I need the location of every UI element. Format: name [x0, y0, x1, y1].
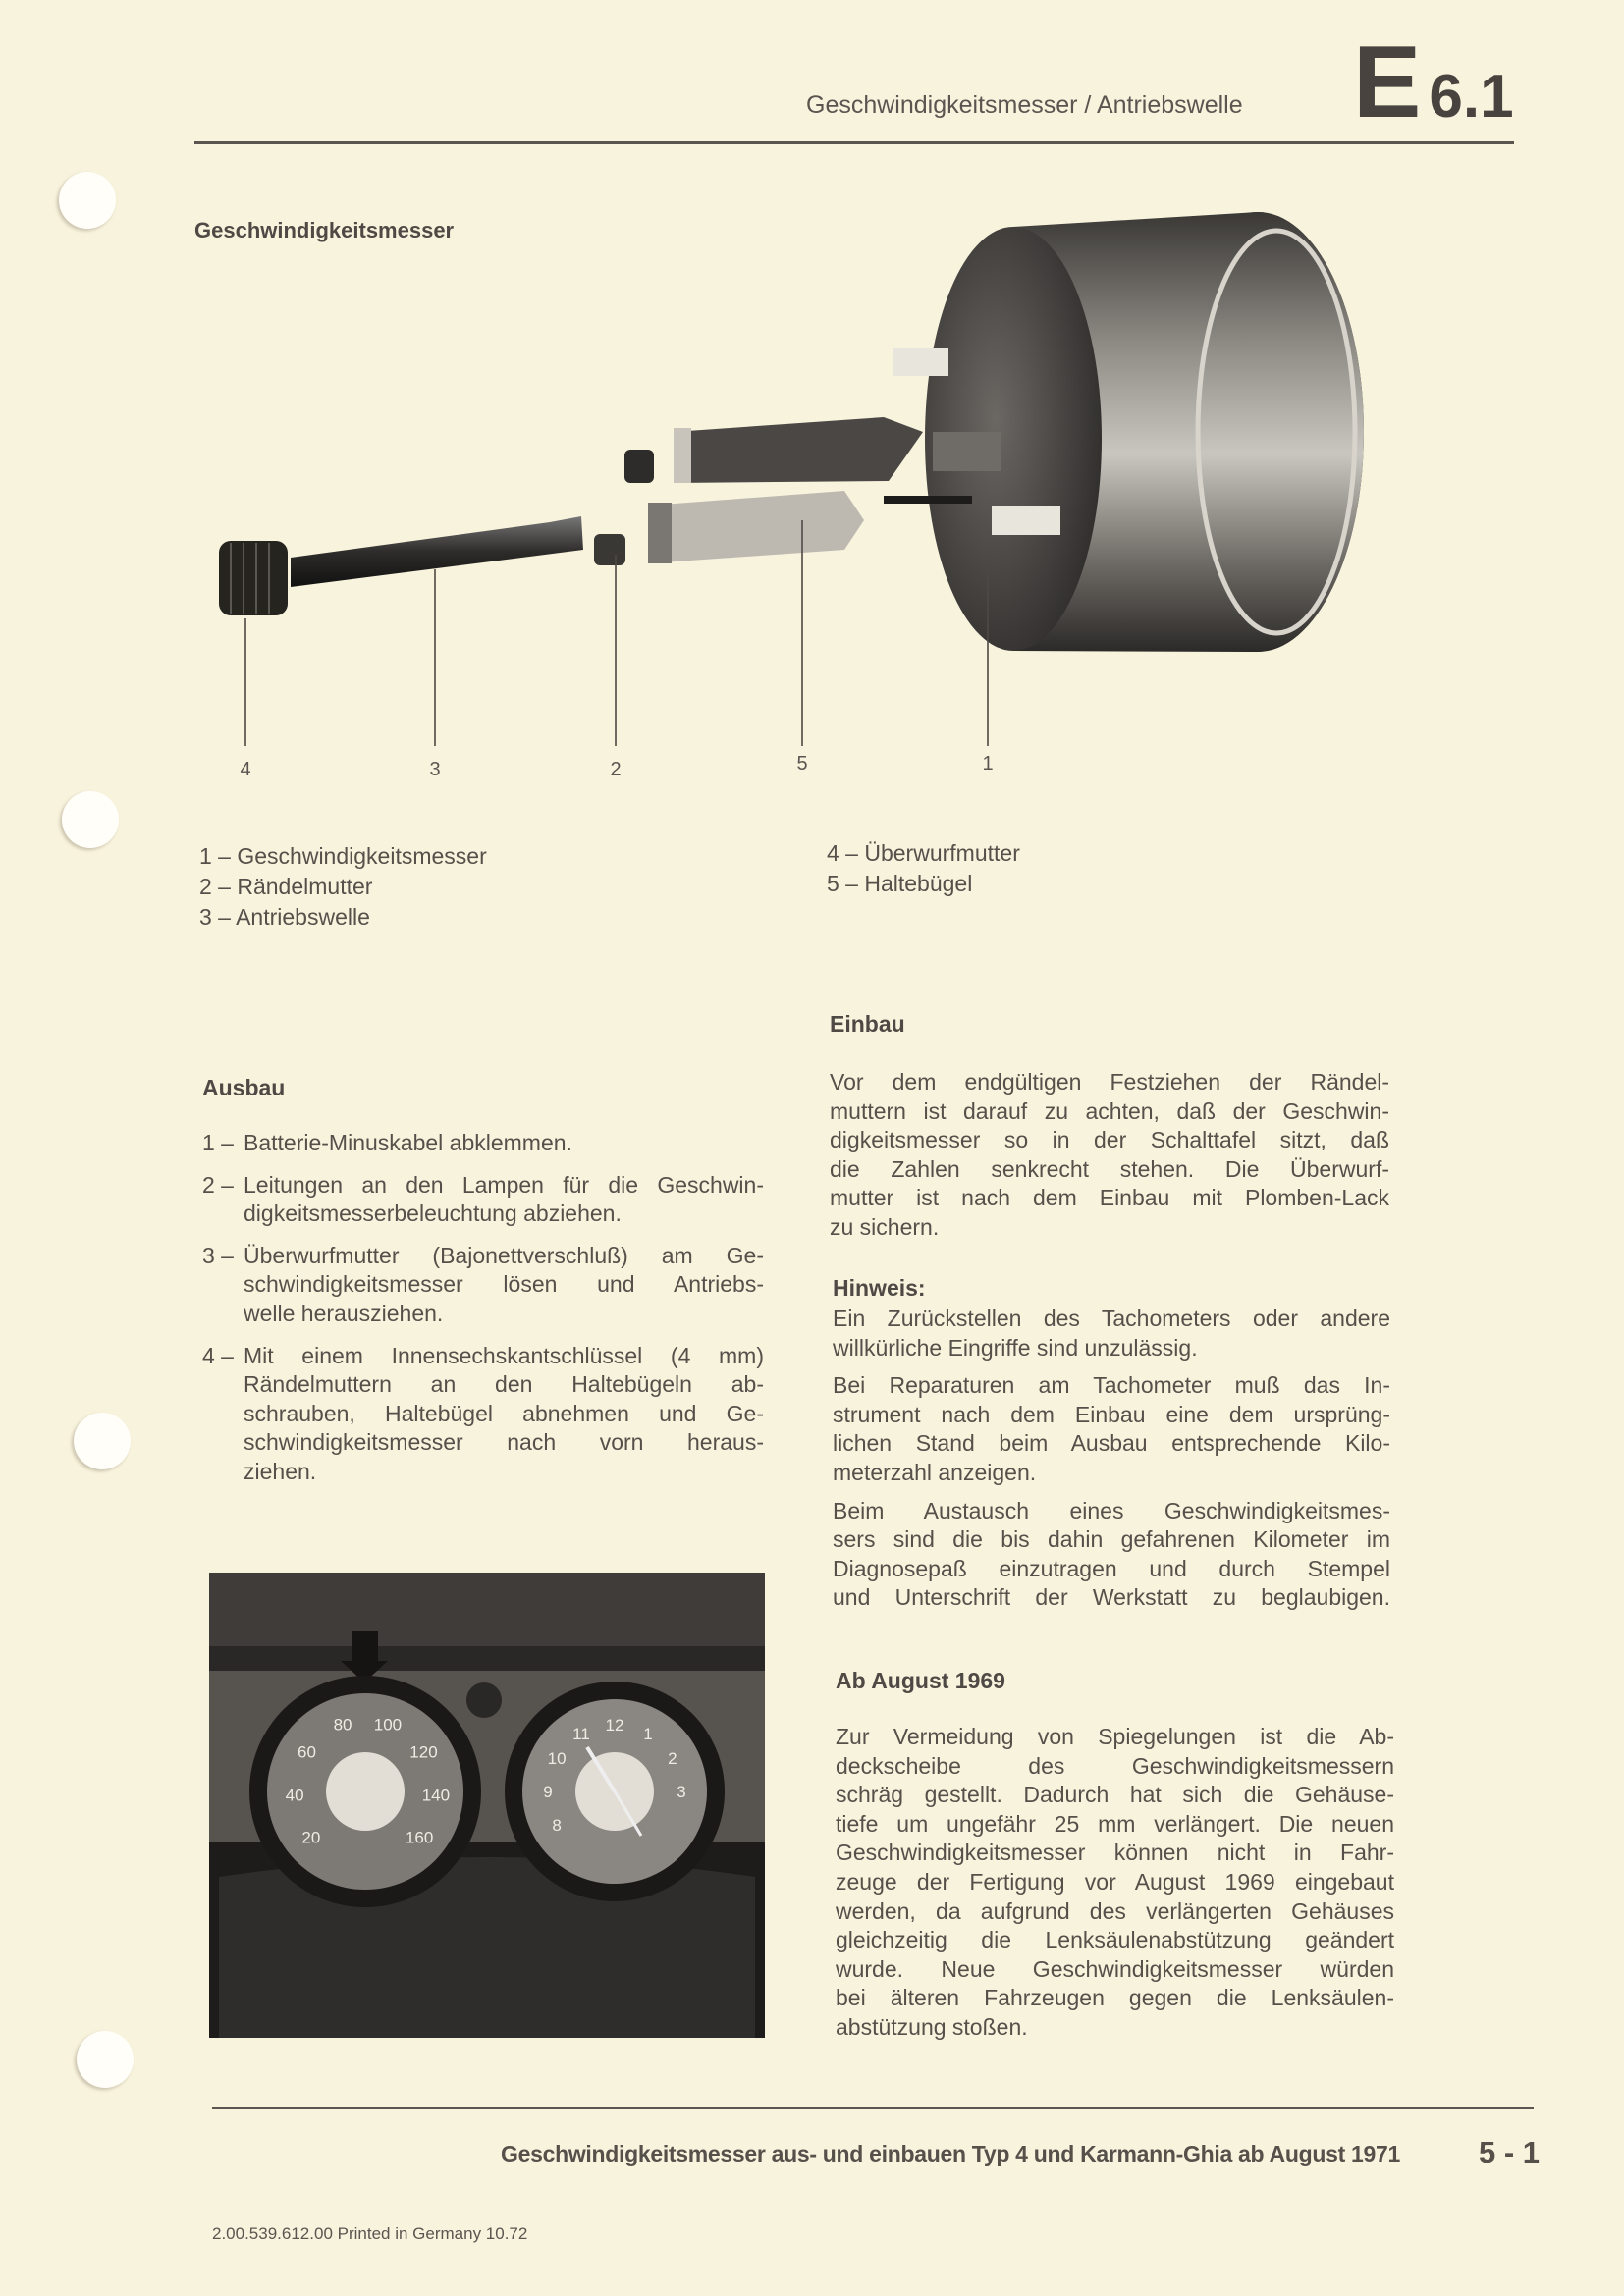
- text-line: willkürliche Eingriffe sind unzulässig.: [833, 1334, 1198, 1361]
- text-line: muttern ist darauf zu achten, daß der Geschwin-: [830, 1097, 1389, 1124]
- text-line: abstützung stoßen.: [836, 2013, 1028, 2040]
- legend-item: 3 – Antriebswelle: [199, 904, 370, 930]
- legend-item: 5 – Haltebügel: [827, 871, 973, 896]
- text-line: mutter ist nach dem Einbau mit Plomben-Lack: [830, 1185, 1389, 1211]
- ab-august-text: [836, 1723, 1394, 2043]
- text-line: meterzahl anzeigen.: [833, 1459, 1037, 1485]
- text-line: zeuge der Fertigung vor August 1969 eingebaut: [836, 1868, 1394, 1895]
- text-line: Rändelmuttern an den Haltebügeln ab-: [244, 1371, 764, 1398]
- text-line: Ein Zurückstellen des Tachometers oder andere: [833, 1306, 1390, 1331]
- legend-item: 2 – Rändelmutter: [199, 874, 373, 899]
- speedo-number: 100: [373, 1715, 403, 1735]
- ausbau-step: [202, 1171, 764, 1229]
- step-number: 4 –: [202, 1342, 234, 1368]
- text-line: schrauben, Haltebügel abnehmen und Ge-: [244, 1400, 764, 1426]
- text-line: schwindigkeitsmesser lösen und Antriebs-: [244, 1271, 764, 1298]
- einbau-heading: Einbau: [830, 1011, 905, 1037]
- hinweis-paragraph: [833, 1305, 1390, 1362]
- text-line: Überwurfmutter (Bajonettverschluß) am Ge-: [244, 1242, 764, 1268]
- text-line: schräg gestellt. Dadurch hat sich die Gehäuse-: [836, 1782, 1394, 1808]
- legend-item: 1 – Geschwindigkeitsmesser: [199, 843, 487, 869]
- callout-3: 3: [429, 759, 441, 780]
- speedo-number: 60: [298, 1742, 316, 1762]
- clock-number: 1: [643, 1725, 653, 1744]
- section-code-number: 6.1: [1429, 63, 1514, 131]
- speedo-number: 140: [421, 1786, 451, 1805]
- figure-heading: Geschwindigkeitsmesser: [194, 218, 455, 242]
- print-line: 2.00.539.612.00 Printed in Germany 10.72: [212, 2224, 528, 2243]
- speedo-number: 40: [285, 1786, 304, 1805]
- section-code-letter: E: [1353, 26, 1422, 139]
- legend-item: 4 – Überwurfmutter: [827, 840, 1020, 866]
- text-line: tiefe um ungefähr 25 mm verlängert. Die neuen: [836, 1810, 1394, 1837]
- speedo-number: 120: [409, 1742, 438, 1762]
- dashboard-photo: [209, 1573, 765, 2038]
- text-line: Mit einem Innensechskantschlüssel (4 mm): [244, 1342, 764, 1368]
- binder-hole: [77, 2031, 134, 2088]
- text-line: schwindigkeitsmesser nach vorn heraus-: [244, 1429, 764, 1456]
- einbau-text: [830, 1068, 1389, 1243]
- text-line: wurde. Neue Geschwindigkeitsmesser würden: [836, 1955, 1394, 1982]
- text-line: die Zahlen senkrecht stehen. Die Überwurf-: [830, 1155, 1389, 1182]
- clock-number: 11: [572, 1725, 590, 1744]
- callout-2: 2: [610, 759, 622, 780]
- text-line: werden, da aufgrund des verlängerten Gehäuses: [836, 1897, 1394, 1924]
- speedometer-housing: [884, 212, 1364, 652]
- retaining-bracket-upper: [674, 417, 923, 483]
- speedo-number: 160: [405, 1828, 434, 1847]
- text-line: sers sind die bis dahin gefahrenen Kilometer im: [833, 1526, 1390, 1553]
- ausbau-heading: Ausbau: [202, 1075, 286, 1100]
- text-line: Batterie-Minuskabel abklemmen.: [244, 1130, 572, 1155]
- text-line: Bei Reparaturen am Tachometer muß das In-: [833, 1372, 1390, 1399]
- text-line: digkeitsmesserbeleuchtung abziehen.: [244, 1201, 622, 1227]
- knurled-nut-upper: [624, 450, 654, 483]
- knurled-nut-lower: [594, 534, 625, 565]
- footer-rule: [212, 2107, 1534, 2109]
- ausbau-step: [202, 1242, 764, 1329]
- hinweis-heading: Hinweis:: [833, 1275, 926, 1301]
- text-line: welle herausziehen.: [244, 1300, 444, 1326]
- binder-hole: [62, 791, 119, 848]
- footer-title: Geschwindigkeitsmesser aus- und einbauen Typ 4 und Karmann-Ghia ab August 1971: [501, 2141, 1400, 2166]
- figure-legend-right: [827, 838, 1020, 899]
- drive-shaft: [219, 516, 583, 615]
- text-line: gleichzeitig die Lenksäulenabstützung geändert: [836, 1927, 1394, 1953]
- clock-number: 2: [668, 1749, 677, 1768]
- page-number: 5 - 1: [1479, 2135, 1541, 2169]
- figure-legend-left: [199, 841, 487, 933]
- speedo-number: 20: [301, 1828, 321, 1847]
- clock-number: 9: [543, 1783, 553, 1801]
- text-line: Zur Vermeidung von Spiegelungen ist die Ab-: [836, 1724, 1394, 1749]
- text-line: Leitungen an den Lampen für die Geschwin-: [244, 1171, 764, 1198]
- ausbau-step: [202, 1342, 764, 1487]
- ab-august-heading: Ab August 1969: [836, 1668, 1005, 1693]
- clock-number: 12: [605, 1716, 624, 1735]
- text-line: zu sichern.: [830, 1213, 940, 1240]
- callout-4: 4: [240, 759, 251, 780]
- text-line: Vor dem endgültigen Festziehen der Rändel-: [830, 1069, 1389, 1095]
- text-line: Geschwindigkeitsmesser können nicht in Fahr-: [836, 1840, 1394, 1866]
- text-line: lichen Stand beim Ausbau entsprechende Kilo-: [833, 1430, 1390, 1457]
- speedo-number: 80: [333, 1715, 352, 1735]
- hinweis-paragraph: [833, 1497, 1390, 1613]
- step-number: 2 –: [202, 1171, 234, 1198]
- hinweis-text: [833, 1305, 1390, 1613]
- section-title: Geschwindigkeitsmesser / Antriebswelle: [806, 91, 1243, 119]
- ausbau-step: [202, 1129, 764, 1158]
- text-line: und Unterschrift der Werkstatt zu beglaubigen.: [833, 1584, 1390, 1611]
- callout-1: 1: [982, 753, 994, 774]
- clock-number: 10: [547, 1749, 567, 1768]
- text-line: strument nach dem Einbau eine dem ursprüng-: [833, 1401, 1390, 1427]
- ausbau-steps: [202, 1129, 764, 1500]
- exploded-view-illustration: [0, 0, 1624, 785]
- text-line: bei älteren Fahrzeugen gegen die Lenksäulen-: [836, 1985, 1394, 2011]
- text-line: Beim Austausch eines Geschwindigkeitsmes-: [833, 1497, 1390, 1523]
- retaining-bracket-lower: [648, 491, 864, 563]
- text-line: digkeitsmesser so in der Schalttafel sitzt, daß: [830, 1127, 1389, 1153]
- clock-number: 3: [677, 1783, 686, 1801]
- step-number: 1 –: [202, 1130, 234, 1155]
- binder-hole: [74, 1413, 131, 1469]
- callout-5: 5: [796, 753, 808, 774]
- hinweis-paragraph: [833, 1371, 1390, 1487]
- text-line: deckscheibe des Geschwindigkeitsmessern: [836, 1752, 1394, 1779]
- clock-number: 8: [552, 1816, 562, 1835]
- text-line: Diagnosepaß einzutragen und durch Stempel: [833, 1555, 1390, 1581]
- step-number: 3 –: [202, 1242, 234, 1268]
- text-line: ziehen.: [244, 1458, 317, 1484]
